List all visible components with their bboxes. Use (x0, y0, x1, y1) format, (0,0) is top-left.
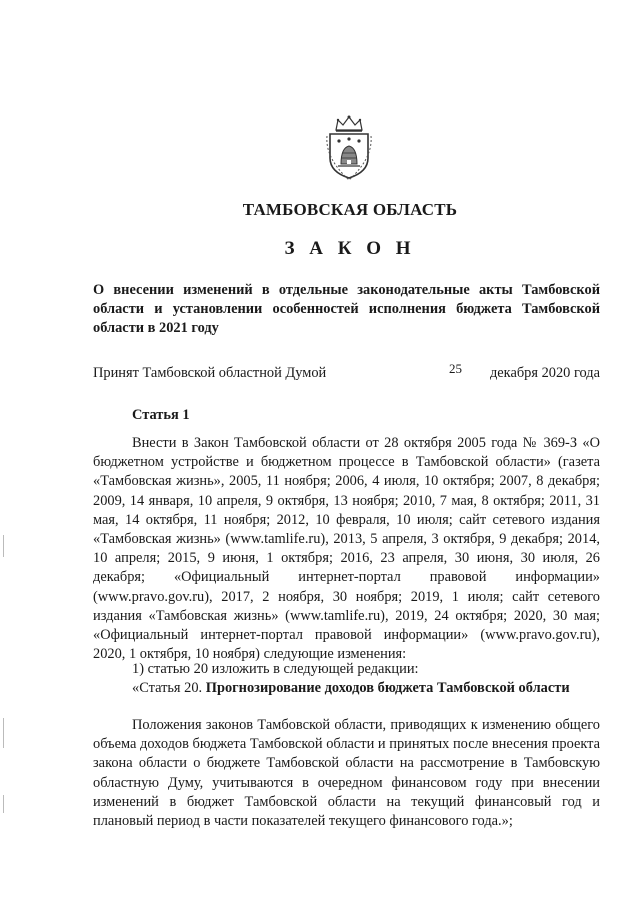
intro-paragraph: Внести в Закон Тамбовской области от 28 октября 2005 года № 369-З «О бюджетном устройстве и бюджетном процессе в Тамбовской области» (газета «Тамбовская жизнь», 2005, 11 ноября; 2006, 4 июля, 10 октября; 2007, 8 декабря; 2009, 14 января, 10 апреля, 9 октября, 13 ноября; 2010, 7 мая, 8 октября; 2011, 31 мая, 14 октября, 11 ноября; 2012, 10 февраля, 10 июля; сайт сетевого издания «Тамбовская жизнь» (www.tamlife.ru), 2013, 5 апреля, 3 октября, 9 декабря; 2014, 10 апреля; 2015, 9 июня, 1 октября; 2016, 23 апреля, 30 июня, 30 июля, 26 декабря; «Официальный интернет-портал правовой информации» (www.pravo.gov.ru), 2017, 2 ноября, 30 ноября; 2019, 1 июля; сайт сетевого издания «Тамбовская жизнь» (www.tamlife.ru), 2019, 24 октября; 2020, 30 мая; «Официальный интернет-портал правовой информации» (www.pravo.gov.ru), 2020, 1 октября, 10 ноября) следующие изменения: (93, 435, 600, 663)
scan-margin-mark (3, 718, 4, 748)
tambov-coat-of-arms-icon (324, 114, 374, 180)
adopted-by-label: Принят Тамбовской областной Думой (93, 365, 327, 381)
quote-title: Прогнозирование доходов бюджета Тамбовской области (205, 680, 570, 696)
article-heading: Статья 1 (132, 407, 190, 423)
adopted-day: 25 (449, 361, 462, 376)
document-type: З А К О Н (284, 238, 416, 259)
adopted-date: декабря 2020 года (489, 365, 600, 381)
scan-margin-mark (3, 535, 4, 557)
quote-prefix: «Статья 20. (132, 680, 206, 696)
adoption-line (93, 361, 600, 385)
law-subject: О внесении изменений в отдельные законодательные акты Тамбовской области и установлении особенностей исполнения бюджета Тамбовской области в 2021 году (93, 282, 600, 336)
region-title: ТАМБОВСКАЯ ОБЛАСТЬ (242, 200, 458, 219)
amendment-item: 1) статью 20 изложить в следующей редакции: (132, 661, 419, 677)
quoted-article-title (132, 679, 602, 698)
body-paragraph: Положения законов Тамбовской области, приводящих к изменению общего объема доходов бюджета Тамбовской области и принятых после внесения проекта закона области о бюджете Тамбовской области на рассмотрение в Тамбовскую областную Думу, учитываются в очередном финансовом году при внесении изменений в бюджет Тамбовской области на текущий финансовый год и плановый период в части показателей текущего финансового года.»; (93, 717, 600, 830)
scan-margin-mark (3, 795, 4, 813)
